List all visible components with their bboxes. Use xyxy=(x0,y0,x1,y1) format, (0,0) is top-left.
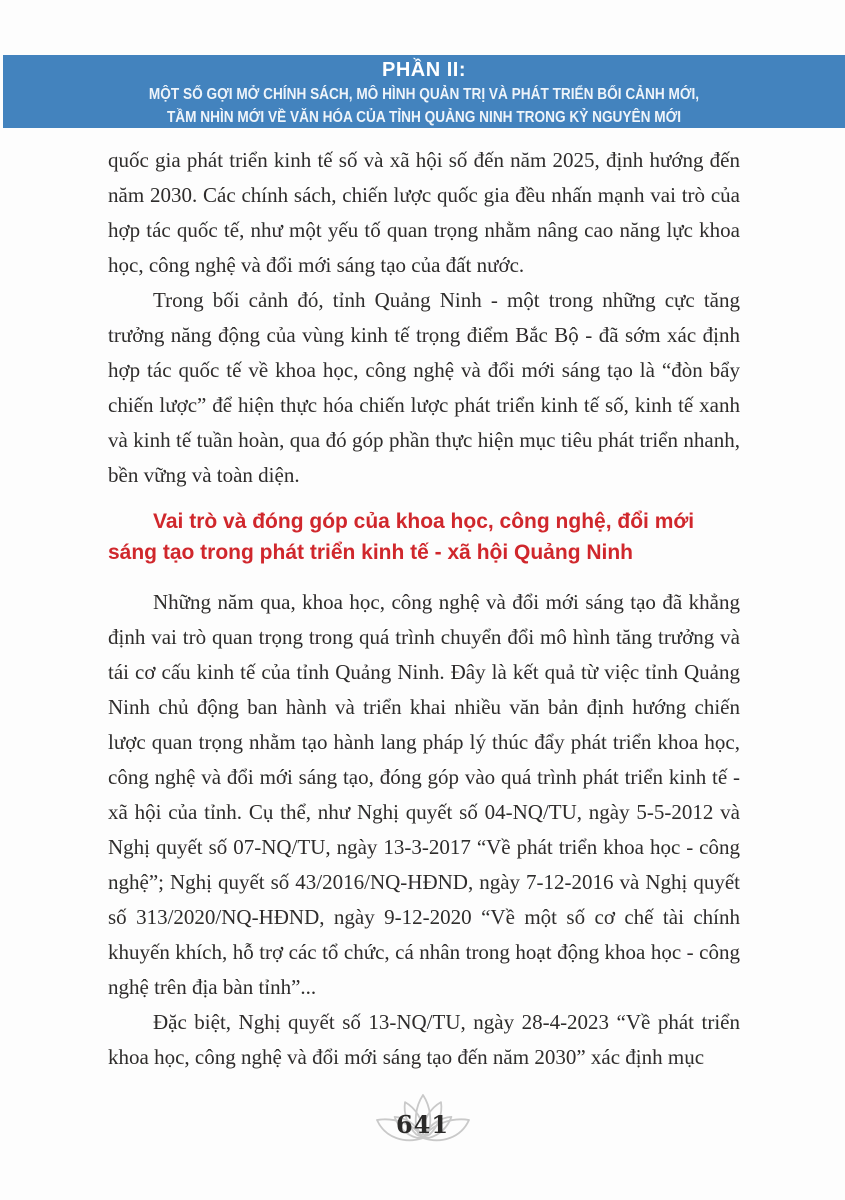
body-paragraph-2: Trong bối cảnh đó, tỉnh Quảng Ninh - một trong những cực tăng trưởng năng động của vùng kinh tế trọng điểm Bắc Bộ - đã sớm xác định hợp tác quốc tế về khoa học, công nghệ và đổi mới sáng tạo là “đòn bẩy chiến lược” để hiện thực hóa chiến lược phát triển kinh tế số, kinh tế xanh và kinh tế tuần hoàn, qua đó góp phần thực hiện mục tiêu phát triển nhanh, bền vững và toàn diện. xyxy=(108,288,740,487)
chapter-banner xyxy=(3,55,845,128)
page-number: 641 xyxy=(395,1110,450,1139)
body-paragraph-4: Đặc biệt, Nghị quyết số 13-NQ/TU, ngày 28-4-2023 “Về phát triển khoa học, công nghệ và đổi mới sáng tạo đến năm 2030” xác định mục xyxy=(108,1010,740,1069)
part-title: PHẦN II: xyxy=(382,59,466,81)
body-paragraph-3: Những năm qua, khoa học, công nghệ và đổi mới sáng tạo đã khẳng định vai trò quan trọng trong quá trình chuyển đổi mô hình tăng trưởng và tái cơ cấu kinh tế của tỉnh Quảng Ninh. Đây là kết quả từ việc tỉnh Quảng Ninh chủ động ban hành và triển khai nhiều văn bản định hướng chiến lược quan trọng nhằm tạo hành lang pháp lý thúc đẩy phát triển khoa học, công nghệ và đổi mới sáng tạo, đóng góp vào quá trình phát triển kinh tế - xã hội của tỉnh. Cụ thể, như Nghị quyết số 04-NQ/TU, ngày 5-5-2012 và Nghị quyết số 07-NQ/TU, ngày 13-3-2017 “Về phát triển khoa học - công nghệ”; Nghị quyết số 43/2016/NQ-HĐND, ngày 7-12-2016 và Nghị quyết số 313/2020/NQ-HĐND, ngày 9-12-2020 “Về một số cơ chế tài chính khuyến khích, hỗ trợ các tổ chức, cá nhân trong hoạt động khoa học - công nghệ trên địa bàn tỉnh”... xyxy=(108,590,740,999)
chapter-subtitle-line1: MỘT SỐ GỢI MỞ CHÍNH SÁCH, MÔ HÌNH QUẢN TRỊ VÀ PHÁT TRIỂN BỐI CẢNH MỚI, xyxy=(148,86,700,103)
section-heading: Vai trò và đóng góp của khoa học, công nghệ, đổi mới sáng tạo trong phát triển kinh tế - xã hội Quảng Ninh xyxy=(108,510,695,564)
chapter-subtitle-line2: TẦM NHÌN MỚI VỀ VĂN HÓA CỦA TỈNH QUẢNG NINH TRONG KỶ NGUYÊN MỚI xyxy=(166,109,682,126)
page-footer xyxy=(0,1092,845,1152)
body-paragraph-1: quốc gia phát triển kinh tế số và xã hội số đến năm 2025, định hướng đến năm 2030. Các chính sách, chiến lược quốc gia đều nhấn mạnh vai trò của hợp tác quốc tế, như một yếu tố quan trọng nhằm nâng cao năng lực khoa học, công nghệ và đổi mới sáng tạo của đất nước. xyxy=(108,148,740,277)
page-body xyxy=(108,143,740,1075)
